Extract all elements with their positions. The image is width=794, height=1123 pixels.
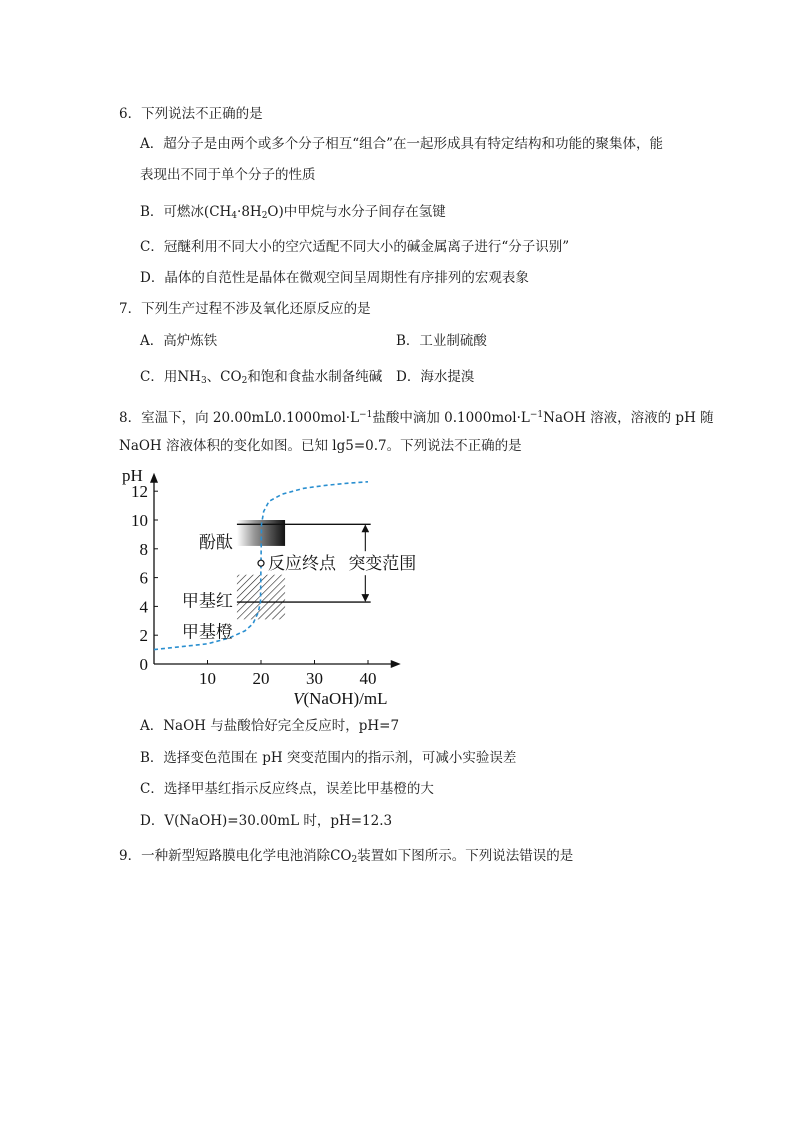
q7-c-prefix: C．用 — [140, 369, 178, 385]
q6-b-prefix: B．可燃冰( — [140, 204, 210, 220]
q6-b-o: O — [267, 204, 279, 220]
q6-b-sub2: 2 — [261, 211, 268, 221]
q6-option-a-line2: 表现出不同于单个分子的性质 — [140, 167, 316, 183]
y-tick-label: 10 — [131, 511, 148, 530]
q8-stem-a: 8．室温下，向 20.00mL0.1000mol·L — [119, 410, 360, 426]
y-tick-label: 6 — [139, 568, 148, 588]
q7-c-suffix: 和饱和食盐水制备纯碱 — [247, 369, 383, 385]
y-axis-label: pH — [122, 465, 143, 485]
question-6-stem: 6．下列说法不正确的是 — [119, 106, 263, 122]
x-axis-label-rest: (NaOH)/mL — [303, 689, 388, 708]
y-axis-arrow — [150, 473, 158, 483]
q6-b-mid: ·8H — [237, 204, 262, 220]
x-tick-label: 10 — [199, 669, 216, 688]
q6-option-b — [140, 203, 446, 225]
methyl-orange-label: 甲基橙 — [181, 622, 233, 642]
y-tick-label: 12 — [131, 482, 148, 502]
x-axis-arrow — [391, 660, 401, 668]
q8-option-a: A．NaOH 与盐酸恰好完全反应时，pH=7 — [140, 718, 400, 734]
endpoint-label: 反应终点 — [268, 554, 336, 574]
q8-option-b: B．选择变色范围在 pH 突变范围内的指示剂，可减小实验误差 — [140, 750, 517, 766]
phenolphthalein-label: 酚酞 — [198, 532, 233, 552]
q9-stem-co: CO — [330, 848, 352, 864]
q7-c-sep: 、 — [206, 369, 221, 385]
q8-stem-sup2: −1 — [529, 410, 544, 420]
y-tick-label: 0 — [139, 655, 148, 674]
q9-stem-prefix: 9．一种新型短路膜电化学电池消除 — [119, 848, 331, 864]
y-tick-label: 8 — [139, 539, 148, 559]
q6-b-ch: CH — [209, 204, 232, 220]
question-8-stem-line2: NaOH 溶液体积的变化如图。已知 lg5=0.7。下列说法不正确的是 — [119, 438, 522, 454]
question-7-stem: 7．下列生产过程不涉及氧化还原反应的是 — [119, 301, 371, 317]
q8-option-c: C．选择甲基红指示反应终点，误差比甲基橙的大 — [140, 781, 434, 797]
q7-c-co: CO — [220, 369, 242, 385]
question-8-stem-line1 — [119, 406, 714, 427]
jump-range-label: 突变范围 — [348, 554, 417, 574]
q7-c-sub3: 3 — [200, 376, 207, 386]
q7-option-c — [140, 368, 382, 390]
x-tick-label: 30 — [306, 669, 323, 688]
q7-option-a: A．高炉炼铁 — [140, 333, 218, 349]
question-9-stem — [119, 847, 573, 869]
q9-stem-suffix: 装置如下图所示。下列说法错误的是 — [357, 848, 574, 864]
q7-c-nh: NH — [177, 369, 201, 385]
q7-c-sub2: 2 — [241, 376, 248, 386]
q6-option-c: C．冠醚利用不同大小的空穴适配不同大小的碱金属离子进行“分子识别” — [140, 239, 570, 255]
q6-b-suffix: )中甲烷与水分子间存在氢键 — [278, 204, 446, 220]
q7-option-b: B．工业制硫酸 — [396, 333, 487, 349]
reaction-endpoint-marker — [258, 560, 264, 566]
q6-b-sub4: 4 — [231, 211, 238, 221]
q8-stem-sup1: −1 — [359, 410, 373, 420]
titration-curve-chart — [118, 455, 418, 710]
y-tick-label: 2 — [139, 626, 148, 646]
q8-stem-c: NaOH 溶液，溶液的 pH 随 — [543, 410, 714, 426]
x-axis-label-v: V — [293, 689, 304, 708]
x-tick-label: 40 — [359, 669, 377, 688]
x-tick-label: 20 — [252, 669, 270, 688]
q8-option-d: D．V(NaOH)=30.00mL 时，pH=12.3 — [140, 813, 393, 829]
q8-stem-b: 盐酸中滴加 0.1000mol·L — [372, 410, 530, 426]
q9-stem-sub2: 2 — [351, 855, 358, 865]
y-tick-label: 4 — [139, 597, 148, 617]
x-axis-label — [293, 689, 387, 708]
q6-option-d: D．晶体的自范性是晶体在微观空间呈周期性有序排列的宏观表象 — [140, 270, 529, 286]
methyl-red-label: 甲基红 — [181, 591, 233, 611]
q6-option-a-line1: A．超分子是由两个或多个分子相互“组合”在一起形成具有特定结构和功能的聚集体，能 — [140, 136, 664, 152]
q7-option-d: D．海水提溴 — [396, 369, 475, 385]
